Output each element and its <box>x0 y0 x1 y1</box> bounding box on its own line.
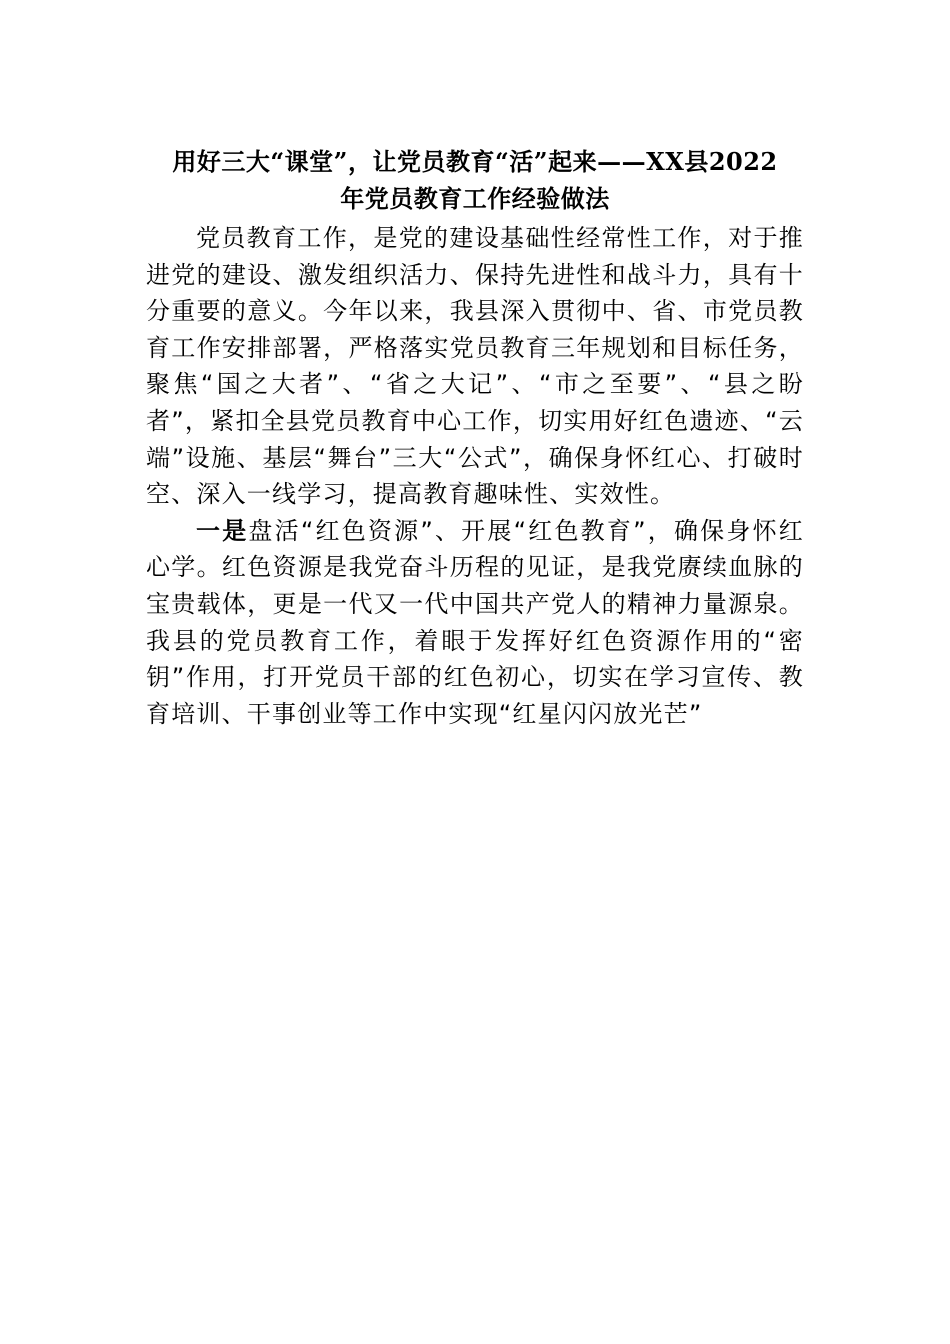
document-body <box>146 220 804 732</box>
title-line-1: 用好三大“课堂”，让党员教育“活”起来——XX县2022 <box>172 147 778 176</box>
paragraph-intro: 党员教育工作，是党的建设基础性经常性工作，对于推进党的建设、激发组织活力、保持先进性和战斗力，具有十分重要的意义。今年以来，我县深入贯彻中、省、市党员教育工作安排部署，严格落实党员教育三年规划和目标任务，聚焦“国之大者”、“省之大记”、“市之至要”、“县之盼者”，紧扣全县党员教育中心工作，切实用好红色遗迹、“云端”设施、基层“舞台”三大“公式”，确保身怀红心、打破时空、深入一线学习，提高教育趣味性、实效性。 <box>146 224 804 509</box>
paragraph-lead: 一是 <box>196 516 249 545</box>
title-line-2: 年党员教育工作经验做法 <box>340 184 610 213</box>
paragraph-point-one-text: 盘活“红色资源”、开展“红色教育”，确保身怀红心学。红色资源是我党奋斗历程的见证，是我党赓续血脉的宝贵载体，更是一代又一代中国共产党人的精神力量源泉。我县的党员教育工作，着眼于发挥好红色资源作用的“密钥”作用，打开党员干部的红色初心，切实在学习宣传、教育培训、干事创业等工作中实现“红星闪闪放光芒” <box>146 516 804 728</box>
document-title <box>146 143 804 217</box>
paragraph-point-one <box>146 513 804 733</box>
